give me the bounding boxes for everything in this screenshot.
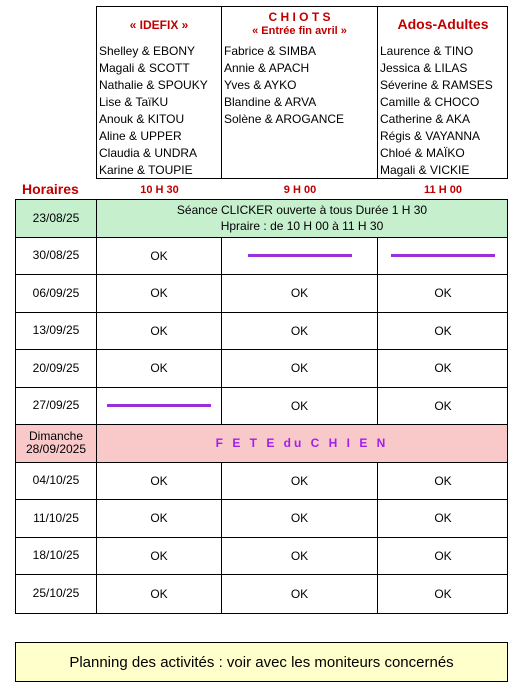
date-cell: 13/09/25 bbox=[16, 313, 97, 350]
member-item: Shelley & EBONY bbox=[99, 44, 196, 58]
schedule-row bbox=[16, 275, 507, 313]
no-session-dash bbox=[391, 254, 495, 257]
member-item: Catherine & AKA bbox=[380, 112, 471, 126]
group-title-text: Ados-Adultes bbox=[397, 16, 489, 32]
member-item bbox=[224, 128, 377, 145]
date-cell: 23/08/25 bbox=[16, 200, 97, 237]
member-item: Blandine & ARVA bbox=[224, 95, 317, 109]
date-cell: 27/09/25 bbox=[16, 388, 97, 425]
date-cell: 11/10/25 bbox=[16, 500, 97, 537]
member-item: Chloé & MAÏKO bbox=[380, 146, 465, 160]
status-cell: OK bbox=[97, 538, 222, 575]
member-item: Régis & VAYANNA bbox=[380, 129, 481, 143]
date-cell: 04/10/25 bbox=[16, 463, 97, 500]
member-item: Magali & SCOTT bbox=[99, 61, 190, 75]
no-session-cell bbox=[97, 388, 222, 425]
status-cell: OK bbox=[434, 586, 452, 601]
time-chiots: 9 H 00 bbox=[283, 184, 317, 196]
schedule-row bbox=[16, 463, 507, 501]
time-idefix: 10 H 30 bbox=[140, 184, 179, 196]
status-cell: OK bbox=[434, 511, 452, 526]
member-list bbox=[97, 43, 221, 179]
member-item: Lise & TaïKU bbox=[99, 95, 169, 109]
group-title-text: « IDEFIX » bbox=[129, 18, 189, 32]
no-session-dash bbox=[248, 254, 352, 257]
group-subtitle: « Entrée fin avril » bbox=[252, 25, 347, 37]
status-cell: OK bbox=[434, 323, 452, 338]
status-cell: OK bbox=[222, 350, 378, 387]
member-item: Magali & VICKIE bbox=[380, 163, 470, 177]
member-item bbox=[224, 162, 377, 179]
status-cell: OK bbox=[222, 575, 378, 613]
group-title bbox=[378, 7, 508, 43]
status-cell: OK bbox=[222, 388, 378, 425]
status-cell: OK bbox=[97, 463, 222, 500]
member-item: Yves & AYKO bbox=[224, 78, 297, 92]
schedule-row bbox=[16, 350, 507, 388]
member-item: Laurence & TINO bbox=[380, 44, 474, 58]
status-cell: OK bbox=[222, 500, 378, 537]
time-ados: 11 H 00 bbox=[424, 184, 462, 196]
schedule-row bbox=[16, 425, 507, 463]
status-cell: OK bbox=[434, 361, 452, 376]
banner-line: Hpraire : de 10 H 00 à 11 H 30 bbox=[220, 219, 384, 234]
footer-note: Planning des activités : voir avec les moniteurs concernés bbox=[15, 642, 508, 682]
status-cell: OK bbox=[97, 500, 222, 537]
member-item: Aline & UPPER bbox=[99, 129, 182, 143]
banner-line: Séance CLICKER ouverte à tous Durée 1 H 30 bbox=[176, 203, 428, 218]
member-item: Solène & AROGANCE bbox=[224, 112, 345, 126]
member-item bbox=[224, 145, 377, 162]
schedule-row bbox=[16, 388, 507, 426]
status-cell: OK bbox=[222, 538, 378, 575]
schedule-row bbox=[16, 538, 507, 576]
member-item: Anouk & KITOU bbox=[99, 112, 185, 126]
schedule-row bbox=[16, 238, 507, 276]
group-ados-adultes bbox=[378, 7, 508, 178]
schedule-row bbox=[16, 313, 507, 351]
clicker-banner bbox=[97, 200, 507, 237]
date-cell: 18/10/25 bbox=[16, 538, 97, 575]
member-item: Karine & TOUPIE bbox=[99, 163, 193, 177]
group-title-text: C H I O T S bbox=[268, 10, 331, 24]
date-cell: 30/08/25 bbox=[16, 238, 97, 275]
member-item: Annie & APACH bbox=[224, 61, 310, 75]
date-cell: Dimanche 28/09/2025 bbox=[16, 425, 97, 462]
status-cell: OK bbox=[97, 275, 222, 312]
schedule-table bbox=[15, 199, 508, 614]
group-idefix bbox=[97, 7, 222, 178]
fete-banner bbox=[97, 425, 507, 462]
group-chiots bbox=[222, 7, 378, 178]
group-title bbox=[97, 7, 221, 43]
status-cell: OK bbox=[222, 275, 378, 312]
no-session-cell bbox=[378, 238, 508, 275]
status-cell: OK bbox=[97, 313, 222, 350]
status-cell: OK bbox=[97, 238, 222, 275]
no-session-cell bbox=[222, 238, 378, 275]
horaires-label: Horaires bbox=[22, 181, 79, 197]
groups-table bbox=[96, 6, 508, 179]
status-cell: OK bbox=[434, 473, 452, 488]
schedule-row bbox=[16, 200, 507, 238]
status-cell: OK bbox=[222, 463, 378, 500]
schedule-row bbox=[16, 575, 507, 613]
status-cell: OK bbox=[97, 350, 222, 387]
status-cell: OK bbox=[222, 313, 378, 350]
date-cell: 25/10/25 bbox=[16, 575, 97, 613]
member-item: Nathalie & SPOUKY bbox=[99, 78, 208, 92]
member-item: Jessica & LILAS bbox=[380, 61, 468, 75]
member-item: Claudia & UNDRA bbox=[99, 146, 198, 160]
member-item: Séverine & RAMSES bbox=[380, 78, 493, 92]
banner-line: F E T E du C H I E N bbox=[215, 436, 389, 451]
status-cell: OK bbox=[434, 286, 452, 301]
status-cell: OK bbox=[434, 548, 452, 563]
member-item: Camille & CHOCO bbox=[380, 95, 480, 109]
date-cell: 06/09/25 bbox=[16, 275, 97, 312]
member-list bbox=[222, 43, 377, 179]
schedule-row bbox=[16, 500, 507, 538]
member-item: Fabrice & SIMBA bbox=[224, 44, 317, 58]
status-cell: OK bbox=[434, 398, 452, 413]
date-cell: 20/09/25 bbox=[16, 350, 97, 387]
status-cell: OK bbox=[97, 575, 222, 613]
member-list bbox=[378, 43, 508, 179]
group-title bbox=[222, 7, 377, 43]
no-session-dash bbox=[107, 404, 211, 407]
